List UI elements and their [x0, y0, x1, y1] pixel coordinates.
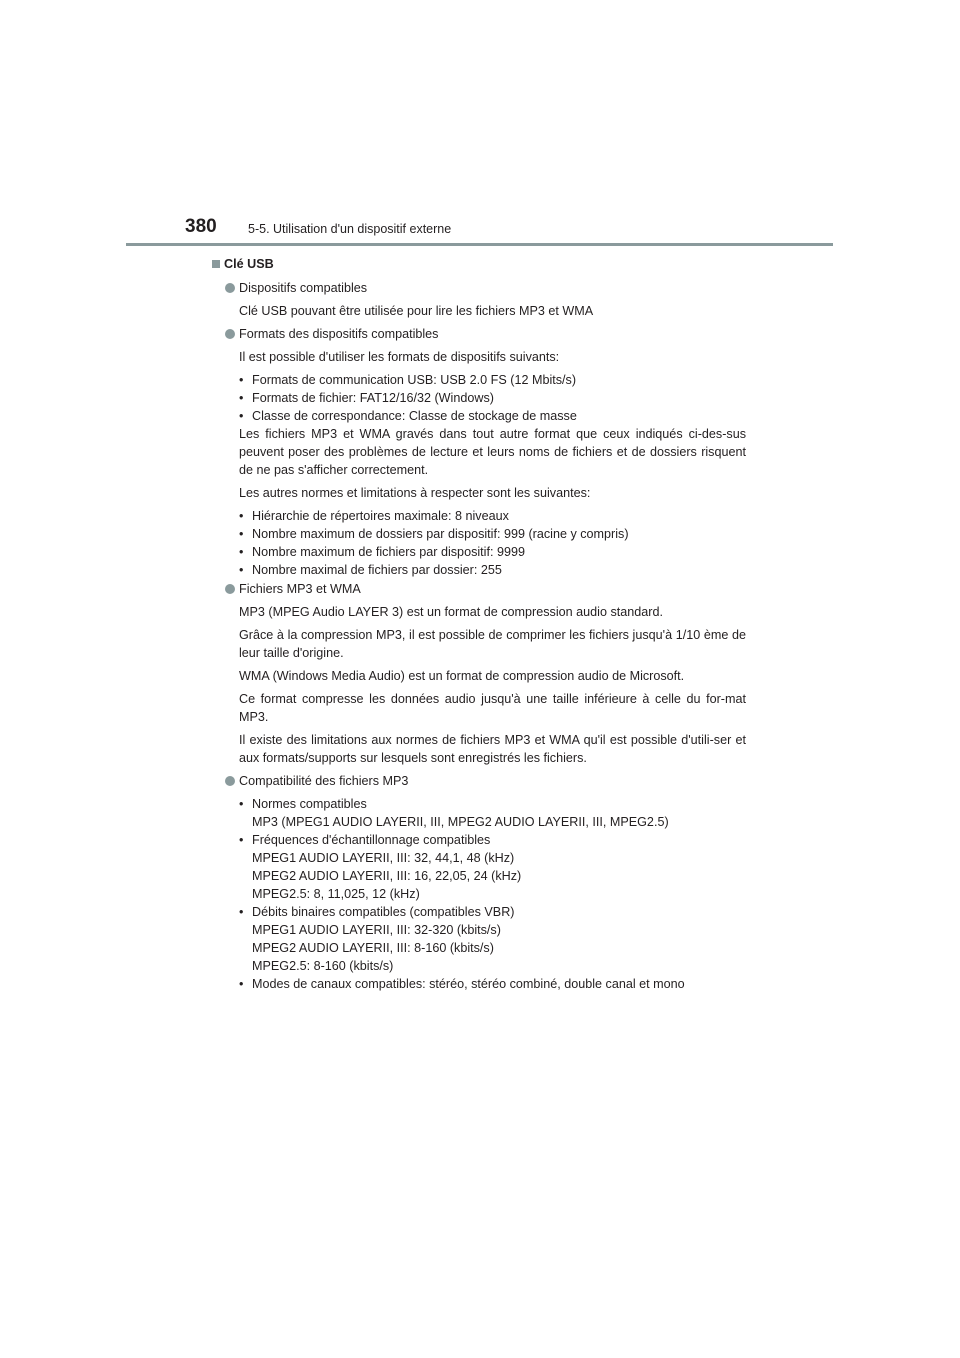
- bitrate-value: MPEG2.5: 8-160 (kbits/s): [252, 959, 394, 973]
- formats-list: [239, 371, 746, 425]
- files-p4: Ce format compresse les données audio jusqu'à une taille inférieure à celle du for-mat MP3.: [239, 692, 746, 724]
- list-item: • Nombre maximum de dossiers par dispositif: 999 (racine y compris): [239, 525, 746, 543]
- mp3-compat-list: [239, 795, 746, 993]
- freq-label: • Fréquences d'échantillonnage compatibles: [252, 833, 491, 847]
- freq-value: MPEG2 AUDIO LAYERII, III: 16, 22,05, 24 (kHz): [252, 869, 522, 883]
- standards-value: MP3 (MPEG1 AUDIO LAYERII, III, MPEG2 AUDIO LAYERII, III, MPEG2.5): [252, 815, 669, 829]
- round-bullet-icon: [225, 329, 235, 339]
- formats-title-text: Formats des dispositifs compatibles: [239, 327, 439, 341]
- mp3-compat-title-text: Compatibilité des fichiers MP3: [239, 774, 409, 788]
- round-bullet-icon: [225, 584, 235, 594]
- compat-devices-title-text: Dispositifs compatibles: [239, 281, 368, 295]
- files-p1: MP3 (MPEG Audio LAYER 3) est un format de compression audio standard.: [239, 605, 663, 619]
- bitrate-value: MPEG1 AUDIO LAYERII, III: 32-320 (kbits/s): [252, 923, 501, 937]
- list-item: • Modes de canaux compatibles: stéréo, stéréo combiné, double canal et mono: [239, 975, 746, 993]
- files-p3: WMA (Windows Media Audio) est un format de compression audio de Microsoft.: [239, 669, 685, 683]
- header-rule: [126, 243, 833, 246]
- list-item: [239, 903, 746, 975]
- list-item: • Formats de communication USB: USB 2.0 FS (12 Mbits/s): [239, 371, 746, 389]
- limits-list: [239, 507, 746, 579]
- files-p5: Il existe des limitations aux normes de fichiers MP3 et WMA qu'il est possible d'utili-ser et aux formats/supports sur lesquels sont enregistrés les fichiers.: [239, 733, 746, 765]
- list-item: [239, 795, 746, 831]
- list-item: • Nombre maximum de fichiers par dispositif: 9999: [239, 543, 746, 561]
- files-title: [225, 580, 746, 598]
- usb-heading: [212, 255, 746, 273]
- bitrate-value: MPEG2 AUDIO LAYERII, III: 8-160 (kbits/s): [252, 941, 494, 955]
- formats-note: Les fichiers MP3 et WMA gravés dans tout autre format que ceux indiqués ci-des-sus peuvent poser des problèmes de lecture et leurs noms de fichiers et de dossiers risquent de ne pas s'afficher correctement.: [239, 427, 746, 477]
- section-title: 5-5. Utilisation d'un dispositif externe: [248, 222, 452, 236]
- files-p2: Grâce à la compression MP3, il est possible de comprimer les fichiers jusqu'à 1/10 ème de leur taille d'origine.: [239, 628, 746, 660]
- list-item: • Nombre maximal de fichiers par dossier: 255: [239, 561, 746, 579]
- freq-value: MPEG1 AUDIO LAYERII, III: 32, 44,1, 48 (kHz): [252, 851, 515, 865]
- list-item: • Formats de fichier: FAT12/16/32 (Windows): [239, 389, 746, 407]
- list-item: [239, 831, 746, 903]
- files-title-text: Fichiers MP3 et WMA: [239, 582, 361, 596]
- usb-heading-text: Clé USB: [224, 257, 274, 271]
- mp3-compat-title: [225, 772, 746, 790]
- formats-intro: Il est possible d'utiliser les formats de dispositifs suivants:: [239, 350, 560, 364]
- bitrate-label: • Débits binaires compatibles (compatibles VBR): [252, 905, 515, 919]
- round-bullet-icon: [225, 283, 235, 293]
- standards-label: • Normes compatibles: [252, 797, 367, 811]
- round-bullet-icon: [225, 776, 235, 786]
- page-content: [212, 255, 746, 993]
- limits-intro: Les autres normes et limitations à respecter sont les suivantes:: [239, 486, 591, 500]
- formats-title: [225, 325, 746, 343]
- page-number: 380: [185, 216, 217, 237]
- list-item: • Classe de correspondance: Classe de stockage de masse: [239, 407, 746, 425]
- square-bullet-icon: [212, 260, 220, 268]
- compat-devices-text: Clé USB pouvant être utilisée pour lire les fichiers MP3 et WMA: [239, 304, 594, 318]
- compat-devices-title: [225, 279, 746, 297]
- list-item: • Hiérarchie de répertoires maximale: 8 niveaux: [239, 507, 746, 525]
- freq-value: MPEG2.5: 8, 11,025, 12 (kHz): [252, 887, 420, 901]
